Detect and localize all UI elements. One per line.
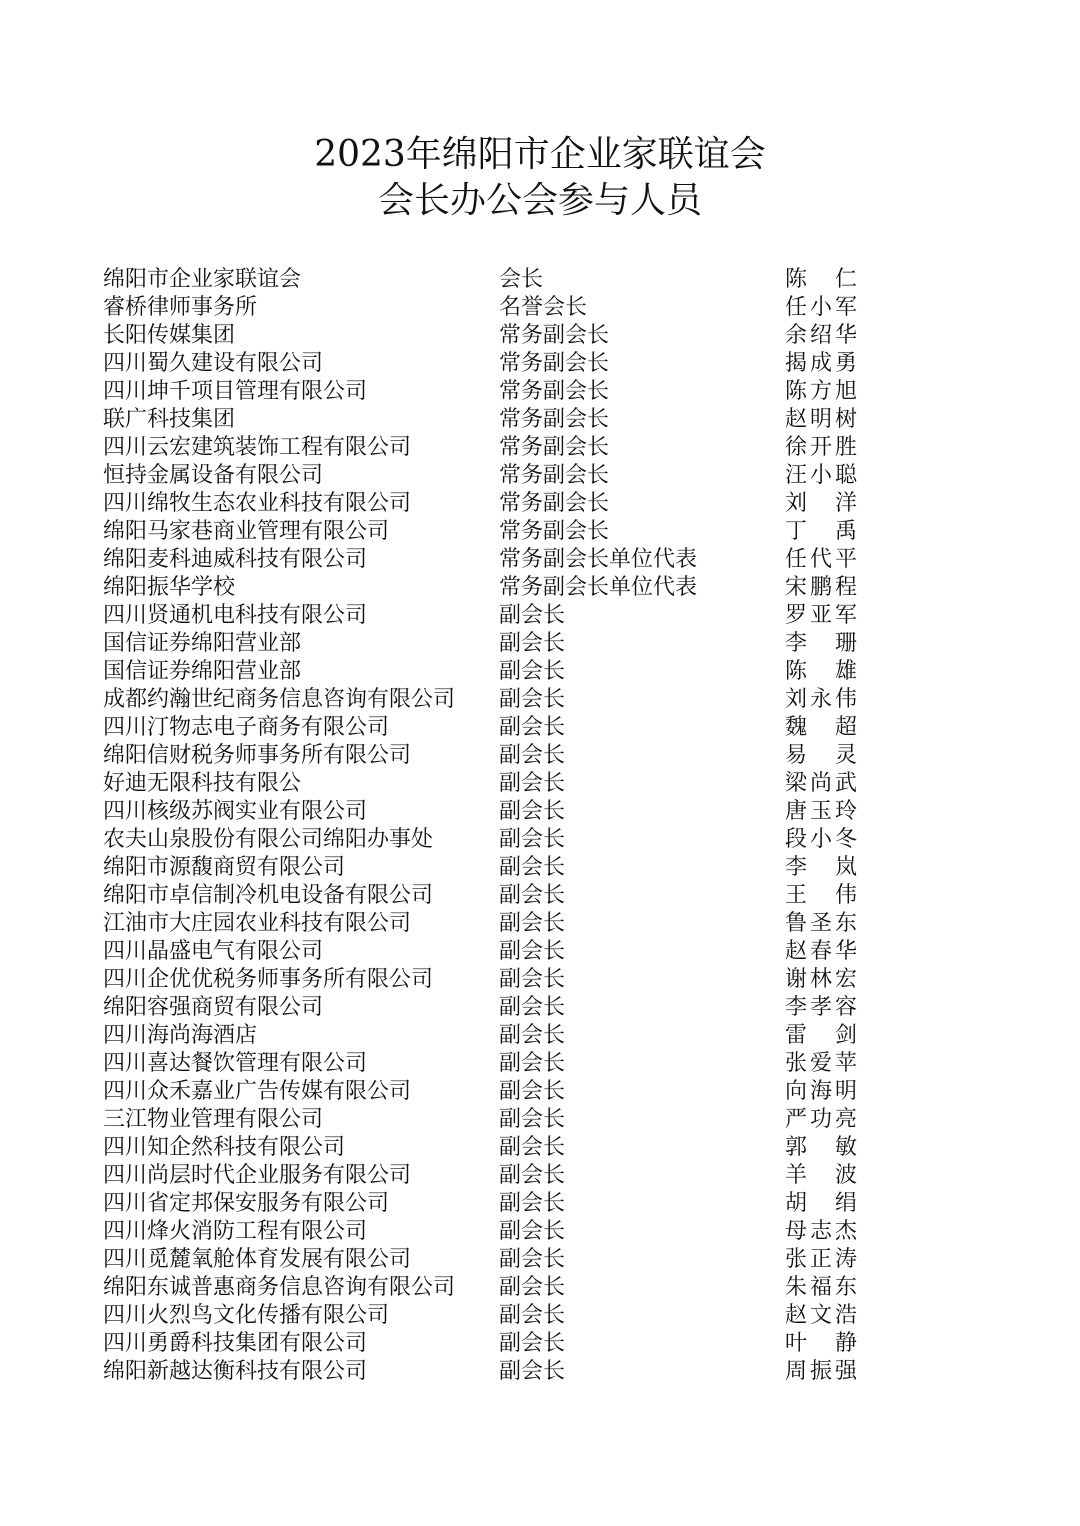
position-title: 常务副会长单位代表	[499, 547, 698, 572]
position-title: 副会长	[499, 1275, 566, 1300]
person-name: 魏 超	[785, 715, 857, 740]
person-name: 丁 禹	[785, 519, 857, 544]
organization-name: 四川晶盛电气有限公司	[103, 939, 324, 964]
list-item	[103, 714, 863, 742]
list-item	[103, 1050, 863, 1078]
position-title: 副会长	[499, 715, 566, 740]
person-name: 陈方旭	[785, 379, 857, 404]
position-title: 副会长	[499, 603, 566, 628]
person-name: 刘永伟	[785, 687, 857, 712]
organization-name: 绵阳市企业家联谊会	[103, 267, 302, 292]
position-title: 副会长	[499, 1135, 566, 1160]
person-name: 母志杰	[785, 1219, 857, 1244]
position-title: 常务副会长	[499, 323, 610, 348]
person-name: 谢林宏	[785, 967, 857, 992]
list-item	[103, 1078, 863, 1106]
list-item	[103, 882, 863, 910]
list-item	[103, 1162, 863, 1190]
list-item	[103, 910, 863, 938]
organization-name: 国信证券绵阳营业部	[103, 659, 302, 684]
organization-name: 四川云宏建筑装饰工程有限公司	[103, 435, 412, 460]
position-title: 常务副会长	[499, 491, 610, 516]
list-item	[103, 994, 863, 1022]
organization-name: 四川贤通机电科技有限公司	[103, 603, 368, 628]
position-title: 常务副会长	[499, 407, 610, 432]
position-title: 副会长	[499, 855, 566, 880]
person-name: 李孝容	[785, 995, 857, 1020]
position-title: 副会长	[499, 687, 566, 712]
person-name: 徐开胜	[785, 435, 857, 460]
position-title: 常务副会长	[499, 519, 610, 544]
person-name: 李 岚	[785, 855, 857, 880]
attendee-list	[103, 266, 863, 1386]
person-name: 揭成勇	[785, 351, 857, 376]
position-title: 副会长	[499, 1331, 566, 1356]
organization-name: 四川坤千项目管理有限公司	[103, 379, 368, 404]
position-title: 常务副会长	[499, 463, 610, 488]
person-name: 罗亚军	[785, 603, 857, 628]
position-title: 副会长	[499, 631, 566, 656]
person-name: 鲁圣东	[785, 911, 857, 936]
position-title: 副会长	[499, 911, 566, 936]
position-title: 副会长	[499, 1359, 566, 1384]
list-item	[103, 658, 863, 686]
person-name: 陈 雄	[785, 659, 857, 684]
list-item	[103, 630, 863, 658]
position-title: 副会长	[499, 827, 566, 852]
position-title: 副会长	[499, 967, 566, 992]
organization-name: 四川省定邦保安服务有限公司	[103, 1191, 390, 1216]
position-title: 常务副会长	[499, 379, 610, 404]
list-item	[103, 966, 863, 994]
person-name: 羊 波	[785, 1163, 857, 1188]
list-item	[103, 1190, 863, 1218]
position-title: 常务副会长	[499, 435, 610, 460]
position-title: 副会长	[499, 1163, 566, 1188]
organization-name: 绵阳信财税务师事务所有限公司	[103, 743, 412, 768]
person-name: 叶 静	[785, 1331, 857, 1356]
person-name: 张爱苹	[785, 1051, 857, 1076]
position-title: 副会长	[499, 771, 566, 796]
person-name: 李 珊	[785, 631, 857, 656]
position-title: 副会长	[499, 1079, 566, 1104]
person-name: 汪小聪	[785, 463, 857, 488]
organization-name: 江油市大庄园农业科技有限公司	[103, 911, 412, 936]
list-item	[103, 1106, 863, 1134]
organization-name: 好迪无限科技有限公	[103, 771, 302, 796]
organization-name: 农夫山泉股份有限公司绵阳办事处	[103, 827, 434, 852]
position-title: 副会长	[499, 743, 566, 768]
organization-name: 绵阳容强商贸有限公司	[103, 995, 324, 1020]
person-name: 任代平	[785, 547, 857, 572]
list-item	[103, 1274, 863, 1302]
list-item	[103, 686, 863, 714]
person-name: 易 灵	[785, 743, 857, 768]
position-title: 副会长	[499, 1191, 566, 1216]
organization-name: 成都约瀚世纪商务信息咨询有限公司	[103, 687, 456, 712]
title-line-2: 会长办公会参与人员	[377, 180, 702, 221]
list-item	[103, 490, 863, 518]
list-item	[103, 434, 863, 462]
organization-name: 四川核级苏阀实业有限公司	[103, 799, 368, 824]
organization-name: 联广科技集团	[103, 407, 236, 432]
person-name: 陈 仁	[785, 267, 857, 292]
position-title: 常务副会长	[499, 351, 610, 376]
person-name: 严功亮	[785, 1107, 857, 1132]
organization-name: 绵阳市卓信制冷机电设备有限公司	[103, 883, 434, 908]
person-name: 周振强	[785, 1359, 857, 1384]
organization-name: 四川火烈鸟文化传播有限公司	[103, 1303, 390, 1328]
position-title: 副会长	[499, 883, 566, 908]
list-item	[103, 266, 863, 294]
person-name: 胡 绢	[785, 1191, 857, 1216]
organization-name: 四川勇爵科技集团有限公司	[103, 1331, 368, 1356]
list-item	[103, 294, 863, 322]
list-item	[103, 770, 863, 798]
list-item	[103, 1330, 863, 1358]
list-item	[103, 938, 863, 966]
position-title: 副会长	[499, 1303, 566, 1328]
organization-name: 四川烽火消防工程有限公司	[103, 1219, 368, 1244]
organization-name: 恒持金属设备有限公司	[103, 463, 324, 488]
position-title: 副会长	[499, 659, 566, 684]
organization-name: 绵阳马家巷商业管理有限公司	[103, 519, 390, 544]
person-name: 段小冬	[785, 827, 857, 852]
person-name: 向海明	[785, 1079, 857, 1104]
position-title: 副会长	[499, 1219, 566, 1244]
person-name: 刘 洋	[785, 491, 857, 516]
organization-name: 绵阳东诚普惠商务信息咨询有限公司	[103, 1275, 456, 1300]
organization-name: 长阳传媒集团	[103, 323, 236, 348]
person-name: 余绍华	[785, 323, 857, 348]
organization-name: 绵阳市源馥商贸有限公司	[103, 855, 346, 880]
organization-name: 四川知企然科技有限公司	[103, 1135, 346, 1160]
organization-name: 国信证券绵阳营业部	[103, 631, 302, 656]
list-item	[103, 1358, 863, 1386]
organization-name: 绵阳新越达衡科技有限公司	[103, 1359, 368, 1384]
organization-name: 四川企优优税务师事务所有限公司	[103, 967, 434, 992]
position-title: 副会长	[499, 1023, 566, 1048]
list-item	[103, 1302, 863, 1330]
list-item	[103, 518, 863, 546]
person-name: 任小军	[785, 295, 857, 320]
list-item	[103, 574, 863, 602]
document-title	[0, 132, 1080, 224]
organization-name: 绵阳振华学校	[103, 575, 236, 600]
list-item	[103, 322, 863, 350]
list-item	[103, 602, 863, 630]
position-title: 名誉会长	[499, 295, 588, 320]
list-item	[103, 350, 863, 378]
organization-name: 睿桥律师事务所	[103, 295, 258, 320]
list-item	[103, 1134, 863, 1162]
organization-name: 四川蜀久建设有限公司	[103, 351, 324, 376]
organization-name: 四川喜达餐饮管理有限公司	[103, 1051, 368, 1076]
organization-name: 四川绵牧生态农业科技有限公司	[103, 491, 412, 516]
organization-name: 三江物业管理有限公司	[103, 1107, 324, 1132]
person-name: 赵明树	[785, 407, 857, 432]
person-name: 朱福东	[785, 1275, 857, 1300]
list-item	[103, 826, 863, 854]
person-name: 郭 敏	[785, 1135, 857, 1160]
list-item	[103, 798, 863, 826]
position-title: 会长	[499, 267, 544, 292]
person-name: 宋鹏程	[785, 575, 857, 600]
position-title: 副会长	[499, 1051, 566, 1076]
list-item	[103, 462, 863, 490]
organization-name: 四川尚层时代企业服务有限公司	[103, 1163, 412, 1188]
position-title: 常务副会长单位代表	[499, 575, 698, 600]
position-title: 副会长	[499, 799, 566, 824]
person-name: 张正涛	[785, 1247, 857, 1272]
list-item	[103, 1218, 863, 1246]
position-title: 副会长	[499, 1247, 566, 1272]
title-line-1: 2023年绵阳市企业家联谊会	[314, 134, 766, 175]
person-name: 唐玉玲	[785, 799, 857, 824]
person-name: 赵春华	[785, 939, 857, 964]
position-title: 副会长	[499, 939, 566, 964]
list-item	[103, 378, 863, 406]
position-title: 副会长	[499, 1107, 566, 1132]
list-item	[103, 1022, 863, 1050]
position-title: 副会长	[499, 995, 566, 1020]
list-item	[103, 854, 863, 882]
organization-name: 绵阳麦科迪威科技有限公司	[103, 547, 368, 572]
organization-name: 四川海尚海酒店	[103, 1023, 258, 1048]
person-name: 王 伟	[785, 883, 857, 908]
organization-name: 四川汀物志电子商务有限公司	[103, 715, 390, 740]
list-item	[103, 546, 863, 574]
person-name: 雷 剑	[785, 1023, 857, 1048]
organization-name: 四川众禾嘉业广告传媒有限公司	[103, 1079, 412, 1104]
person-name: 赵文浩	[785, 1303, 857, 1328]
list-item	[103, 406, 863, 434]
person-name: 梁尚武	[785, 771, 857, 796]
list-item	[103, 1246, 863, 1274]
organization-name: 四川觅麓氧舱体育发展有限公司	[103, 1247, 412, 1272]
list-item	[103, 742, 863, 770]
